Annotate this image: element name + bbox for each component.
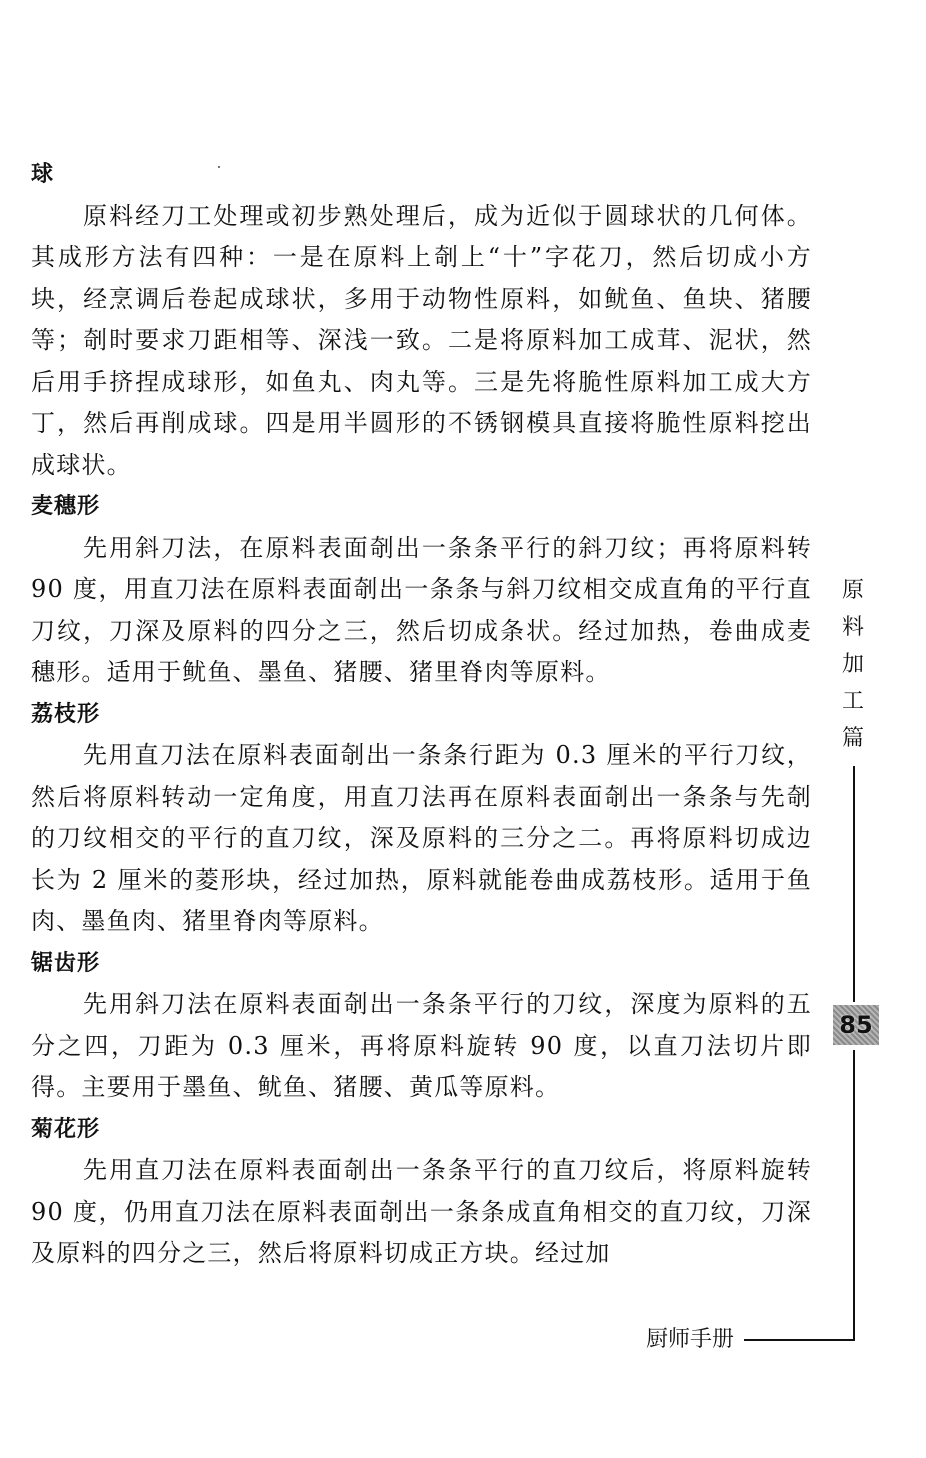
section-paragraph: 先用直刀法在原料表面剞出一条条平行的直刀纹后，将原料旋转 90 度，仍用直刀法在原料表面剞出一条条成直角相交的直刀纹，刀深及原料的四分之三，然后将原料切成正方块。经过加 — [31, 1156, 812, 1267]
section-paragraph: 先用直刀法在原料表面剞出一条条行距为 0.3 厘米的平行刀纹，然后将原料转动一定角度，用直刀法再在原料表面剞出一条条与先剞的刀纹相交的平行的直刀纹，深及原料的三分之二。再将原料切成边长为 2 厘米的菱形块，经过加热，原料就能卷曲成荔枝形。适用于鱼肉、墨鱼肉、猪里脊肉等原料。 — [31, 741, 812, 935]
section-heading: 球 — [31, 162, 55, 187]
side-title-char: 工 — [841, 689, 864, 714]
page-content — [31, 154, 812, 1275]
section-heading: 麦穗形 — [31, 494, 101, 519]
chapter-side-title — [836, 572, 870, 757]
section-paragraph: 原料经刀工处理或初步熟处理后，成为近似于圆球状的几何体。其成形方法有四种：一是在原料上剞上“十”字花刀，然后切成小方块，经烹调后卷起成球状，多用于动物性原料，如鱿鱼、鱼块、猪腰等；剞时要求刀距相等、深浅一致。二是将原料加工成茸、泥状，然后用手挤捏成球形，如鱼丸、肉丸等。三是先将脆性原料加工成大方丁，然后再削成球。四是用半圆形的不锈钢模具直接将脆性原料挖出成球状。 — [31, 201, 812, 479]
side-title-char: 料 — [841, 615, 864, 640]
section-paragraph: 先用斜刀法在原料表面剞出一条条平行的刀纹，深度为原料的五分之四，刀距为 0.3 厘米，再将原料旋转 90 度，以直刀法切片即得。主要用于墨鱼、鱿鱼、猪腰、黄瓜等原料。 — [31, 990, 812, 1101]
running-footer: 厨师手册 — [646, 1327, 735, 1352]
side-title-char: 篇 — [841, 726, 864, 751]
section-heading: 荔枝形 — [31, 701, 101, 727]
section-paragraph: 先用斜刀法，在原料表面剞出一条条平行的斜刀纹；再将原料转 90 度，用直刀法在原料表面剞出一条条与斜刀纹相交成直角的平行直刀纹，刀深及原料的四分之三，然后切成条状。经过加热，卷曲成麦穗形。适用于鱿鱼、墨鱼、猪腰、猪里脊肉等原料。 — [31, 533, 812, 686]
margin-rule-bottom — [853, 1050, 855, 1340]
page-number: 85 — [839, 1011, 873, 1039]
section-heading: 菊花形 — [31, 1116, 101, 1142]
side-title-char: 原 — [841, 578, 864, 603]
side-title-char: 加 — [841, 652, 864, 677]
margin-rule-top — [853, 766, 855, 1002]
page-number-badge — [833, 1005, 879, 1045]
section-heading: 锯齿形 — [31, 950, 101, 976]
footer-rule — [744, 1339, 855, 1341]
